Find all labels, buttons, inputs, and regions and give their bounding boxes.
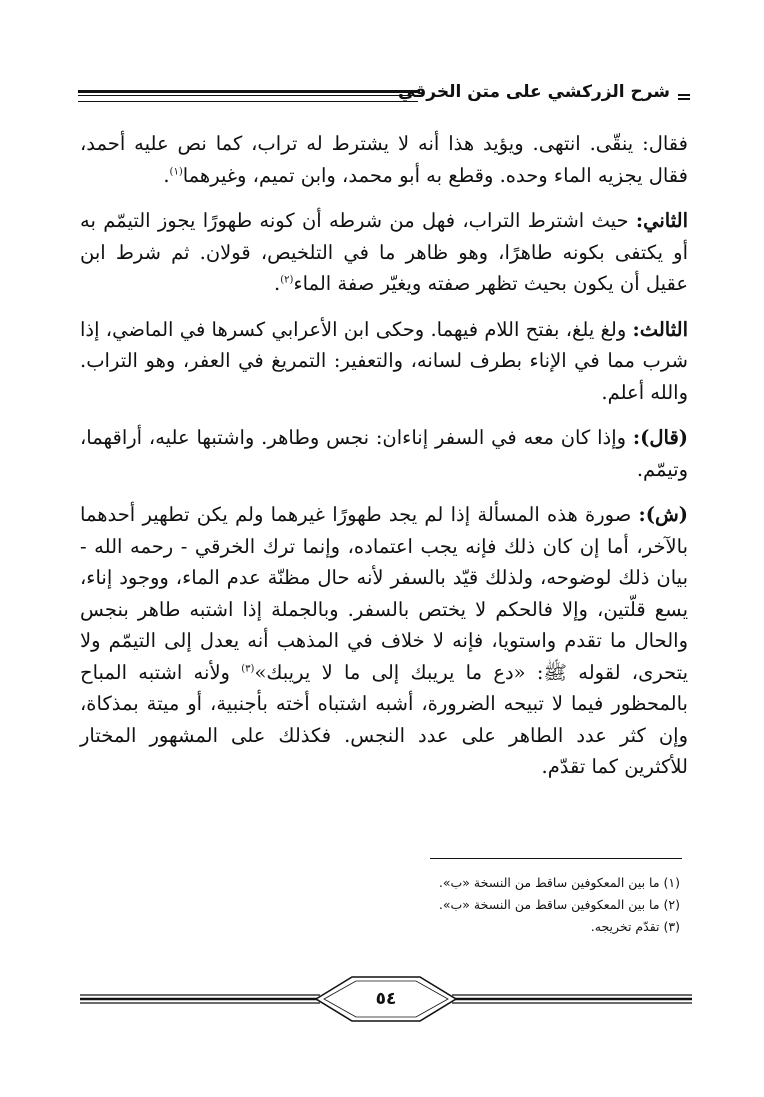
main-text	[80, 128, 688, 797]
footnote-ref: (١)	[169, 166, 183, 177]
paragraph-tail: ولأنه اشتبه المباح بالمحظور فيما لا تبيحه الضرورة، أشبه اشتباه أخته بأجنبية، أو ميتة بمذكاة، وإن كثر عدد الطاهر على عدد النجس. فكذلك على المشهور المختار للأكثرين كما تقدّم.	[80, 660, 688, 778]
paragraph-tail: .	[274, 272, 281, 295]
header-title: شرح الزركشي على متن الخرقي	[397, 82, 670, 102]
paragraph-5	[80, 499, 688, 783]
paragraph-lead: (ش):	[638, 503, 688, 526]
footnotes	[260, 872, 680, 938]
header-dash	[678, 94, 690, 100]
paragraph-4	[80, 422, 688, 485]
page-footer	[80, 972, 692, 1028]
footnote-ref: (٣)	[241, 663, 255, 674]
footnote-2: (٢) ما بين المعكوفين ساقط من النسخة «ب».	[438, 897, 680, 912]
paragraph-lead: الثالث:	[632, 317, 688, 341]
paragraph-1	[80, 128, 688, 191]
footnote-1: (١) ما بين المعكوفين ساقط من النسخة «ب».	[438, 875, 680, 890]
paragraph-text: ولغ يلغ، بفتح اللام فيهما. وحكى ابن الأعرابي كسرها في الماضي، إذا شرب مما في الإناء بطرف لسانه، والتعفير: التمريغ في العفر، وهو التراب. والله أعلم.	[80, 317, 688, 404]
paragraph-text: فقال: ينقّى. انتهى. ويؤيد هذا أنه لا يشترط له تراب، كما نص عليه أحمد، فقال يجزيه الماء وحده. وقطع به أبو محمد، وابن تميم، وغيرهما	[80, 132, 688, 187]
paragraph-2	[80, 205, 688, 300]
paragraph-3	[80, 314, 688, 409]
footnote-3: (٣) تقدّم تخريجه.	[590, 919, 680, 934]
paragraph-lead: (قال):	[632, 426, 688, 449]
paragraph-text: وإذا كان معه في السفر إناءان: نجس وطاهر. واشتبها عليه، أراقهما، وتيمّم.	[80, 426, 688, 481]
paragraph-text: صورة هذه المسألة إذا لم يجد طهورًا غيرهما ولم يكن تطهير أحدهما بالآخر، أما إن كان ذلك فإنه يجب اعتماده، وإنما ترك الخرقي - رحمه الله - بيان ذلك لوضوحه، ولذلك قيّد بالسفر لأنه حال مظنّة عدم الماء، ووجود إناء، يسع قلّتين، وإلا فالحكم لا يختص بالسفر. وبالجملة إذا اشتبه طاهر بنجس والحال ما تقدم واستويا، فإنه لا خلاف في المذهب أنه يعدل إلى التيمّم ولا يتحرى، لقوله ﷺ: «دع ما يريبك إلى ما لا يريبك»	[80, 503, 688, 684]
paragraph-text: حيث اشترط التراب، فهل من شرطه أن كونه طهورًا يجوز التيمّم به أو يكتفى بكونه طاهرًا، وهو ظاهر ما في التلخيص، قولان. ثم شرط ابن عقيل أن يكون بحيث تظهر صفته ويغيّر صفة الماء	[80, 209, 688, 295]
running-header	[78, 82, 690, 112]
header-rule	[78, 90, 418, 102]
footnote-separator	[430, 858, 682, 859]
paragraph-tail: .	[163, 163, 170, 187]
page-number: ٥٤	[375, 989, 397, 1009]
paragraph-lead: الثاني:	[635, 209, 688, 232]
footnote-ref: (٢)	[280, 274, 294, 286]
